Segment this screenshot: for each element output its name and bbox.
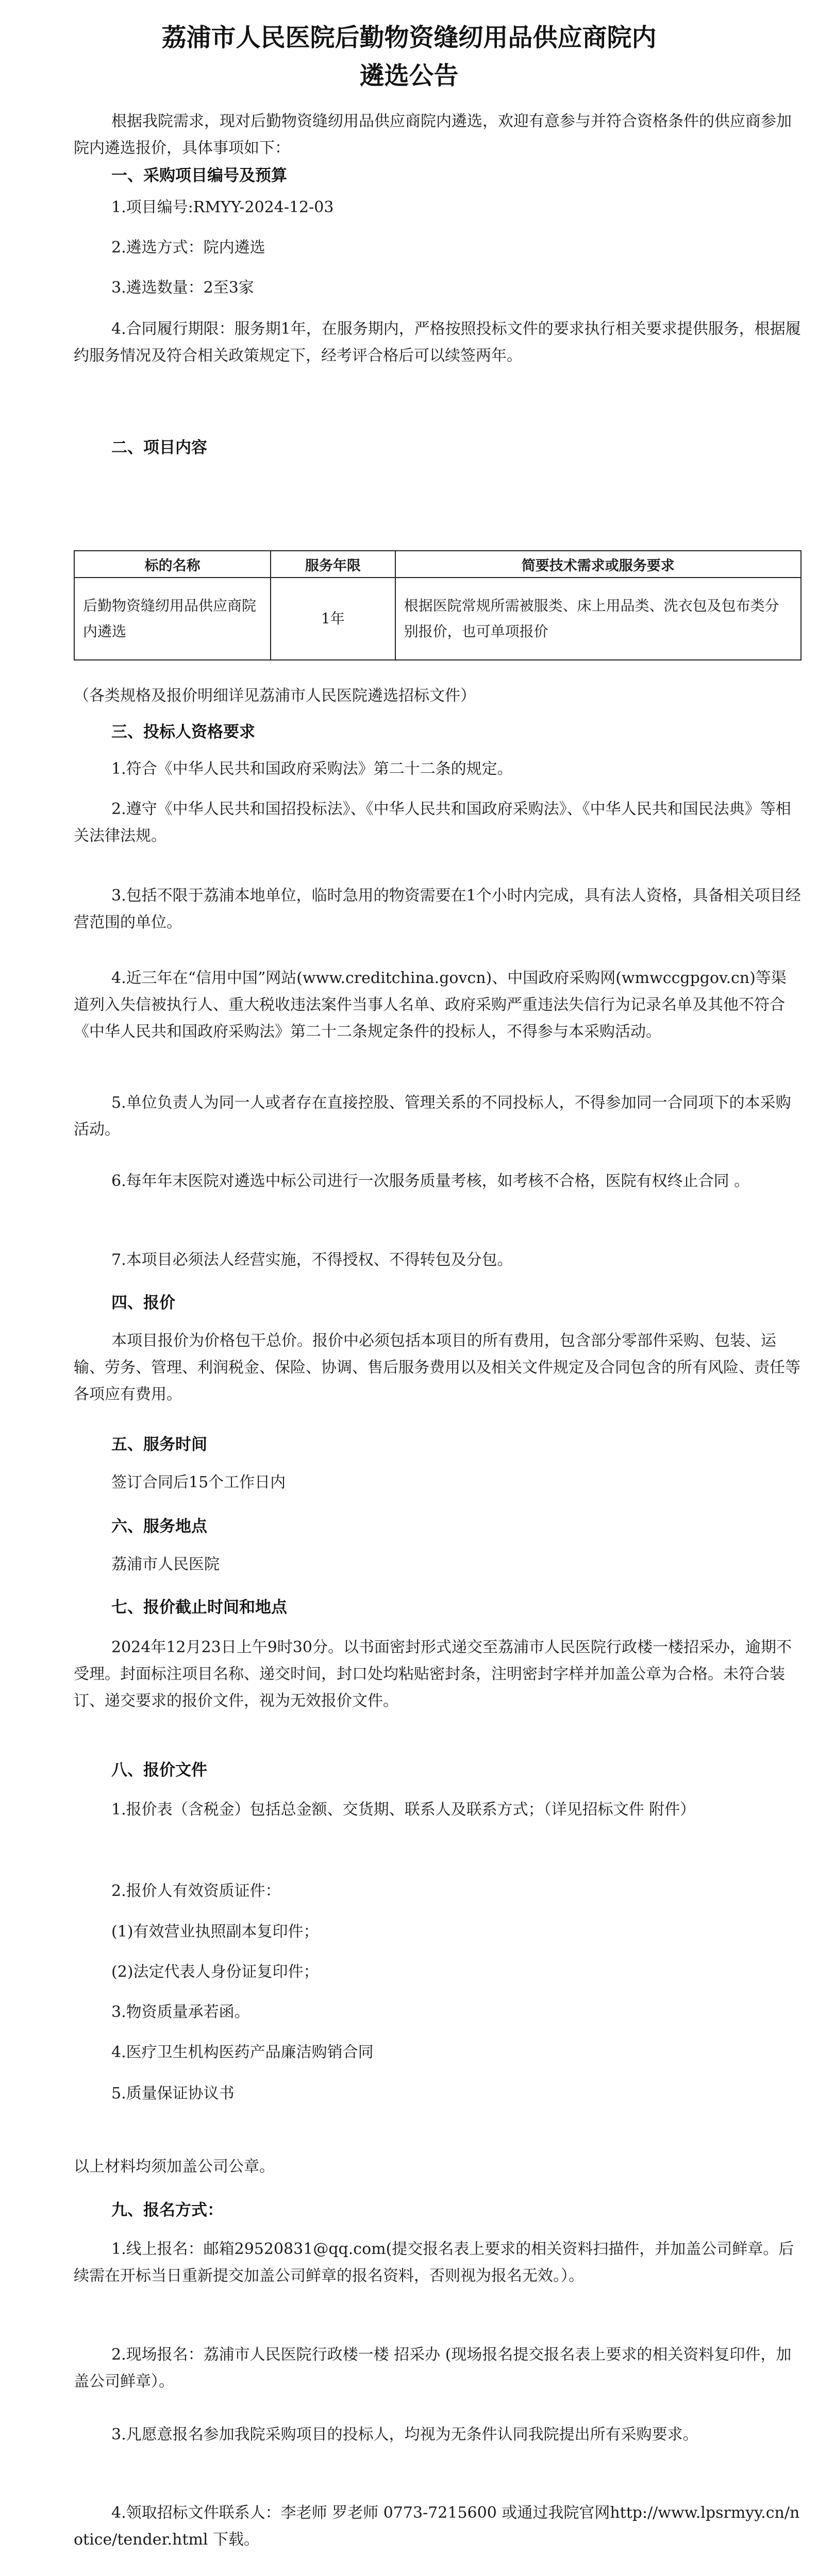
section-9-heading: 九、报名方式：: [111, 2201, 223, 2219]
sec6-text: 荔浦市人民医院: [111, 1555, 220, 1573]
sec8-item-4: (2)法定代表人身份证复印件；: [111, 1963, 319, 1981]
table-row: [74, 578, 801, 660]
sec7-text: 2024年12月23日上午9时30分。以书面密封形式递交至荔浦市人民医院行政楼一楼招采办，逾期不受理。封面标注项目名称、递交时间，封口处均粘贴密封条，注明密封字样并加盖公章为合格。未符合装订、递交要求的报价文件，视为无效报价文件。: [74, 1638, 792, 1710]
section-4-heading: 四、报价: [111, 1294, 175, 1312]
sec1-item-1: 1.项目编号:RMYY-2024-12-03: [111, 198, 334, 216]
sec3-item-1: 1.符合《中华人民共和国政府采购法》第二十二条的规定。: [111, 760, 513, 778]
table-cell: 根据医院常规所需被服类、床上用品类、洗衣包及包布类分别报价，也可单项报价: [395, 578, 801, 660]
section-8-heading: 八、报价文件: [111, 1761, 207, 1780]
sec4-text: 本项目报价为价格包干总价。报价中必须包括本项目的所有费用，包含部分零部件采购、包装、运输、劳务、管理、利润税金、保险、协调、售后服务费用以及相关文件规定及合同包含的所有风险、责任等各项应有费用。: [74, 1332, 800, 1403]
sec8-footer: 以上材料均须加盖公司公章。: [74, 2158, 275, 2176]
sec1-item-2: 2.遴选方式：院内遴选: [111, 239, 265, 257]
sec9-item-3: 3.凡愿意报名参加我院采购项目的投标人，均视为无条件认同我院提出所有采购要求。: [111, 2426, 698, 2444]
sec3-item-3: 3.包括不限于荔浦本地单位，临时急用的物资需要在1个小时内完成，具有法人资格，具备相关项目经营范围的单位。: [74, 887, 801, 931]
sec9-item-2: 2.现场报名：荔浦市人民医院行政楼一楼 招采办 (现场报名提交报名表上要求的相关资料复印件，加盖公司鲜章）。: [74, 2346, 792, 2391]
project-content-table: [74, 550, 802, 660]
sec8-item-3: (1)有效营业执照副本复印件；: [111, 1923, 319, 1941]
sec3-item-4: 4.近三年在“信用中国”网站(www.creditchina.govcn)、中国政府采购网(wmwccgpgov.cn)等渠道列入失信被执行人、重大税收违法案件当事人名单、政府采购严重违法失信行为记录名单及其他不符合《中华人民共和国政府采购法》第二十二条规定条件的投标人，不得参与本采购活动。: [74, 969, 787, 1041]
section-7-heading: 七、报价截止时间和地点: [111, 1598, 287, 1617]
sec8-item-7: 5.质量保证协议书: [111, 2084, 235, 2103]
sec3-item-5: 5.单位负责人为同一人或者存在直接控股、管理关系的不同投标人，不得参加同一合同项下的本采购活动。: [74, 1094, 791, 1139]
sec9-item-1: 1.线上报名：邮箱29520831@qq.com(提交报名表上要求的相关资料扫描件，并加盖公司鲜章。后续需在开标当日重新提交加盖公司鲜章的报名资料，否则视为报名无效。）。: [74, 2240, 794, 2285]
table-header-cell: 服务年限: [271, 551, 395, 578]
sec8-item-6: 4.医疗卫生机构医药产品廉洁购销合同: [111, 2043, 374, 2061]
intro-paragraph: 根据我院需求，现对后勤物资缝纫用品供应商院内遴选，欢迎有意参与并符合资格条件的供应商参加院内遴选报价，具体事项如下：: [74, 112, 792, 157]
table-header-cell: 简要技术需求或服务要求: [395, 551, 801, 578]
section-2-heading: 二、项目内容: [111, 438, 207, 457]
sec1-item-4: 4.合同履行期限：服务期1年，在服务期内，严格按照投标文件的要求执行相关要求提供服务，根据履约服务情况及符合相关政策规定下，经考评合格后可以续签两年。: [74, 320, 801, 365]
sec9-item-4: 4.领取招标文件联系人：李老师 罗老师 0773-7215600 或通过我院官网http://www.lpsrmyy.cn/notice/tender.html 下载。: [74, 2504, 800, 2549]
sec8-item-5: 3.物资质量承若函。: [111, 2003, 250, 2021]
document-title-line-1: 荔浦市人民医院后勤物资缝纫用品供应商院内: [161, 23, 657, 52]
table-cell: 后勤物资缝纫用品供应商院内遴选: [74, 578, 271, 660]
sec8-item-1: 1.报价表（含税金）包括总金额、交货期、联系人及联系方式；（详见招标文件 附件）: [111, 1801, 696, 1819]
section-1-heading: 一、采购项目编号及预算: [111, 166, 287, 185]
sec3-item-2: 2.遵守《中华人民共和国招投标法》、《中华人民共和国政府采购法》、《中华人民共和国民法典》等相关法律法规。: [74, 800, 791, 845]
sec3-item-6: 6.每年年末医院对遴选中标公司进行一次服务质量考核，如考核不合格，医院有权终止合同 。: [111, 1172, 750, 1190]
section-6-heading: 六、服务地点: [111, 1517, 207, 1536]
table-cell: 1年: [271, 578, 395, 660]
table-header-cell: 标的名称: [74, 551, 271, 578]
section-3-heading: 三、投标人资格要求: [111, 723, 255, 741]
sec2-note: （各类规格及报价明细详见荔浦市人民医院遴选招标文件）: [74, 687, 476, 705]
sec8-item-2: 2.报价人有效资质证件：: [111, 1882, 281, 1900]
section-5-heading: 五、服务时间: [111, 1435, 207, 1454]
sec3-item-7: 7.本项目必须法人经营实施，不得授权、不得转包及分包。: [111, 1251, 513, 1269]
sec5-text: 签订合同后15个工作日内: [111, 1473, 286, 1492]
sec1-item-3: 3.遴选数量：2至3家: [111, 279, 254, 297]
table-header-row: [74, 551, 801, 578]
document-title-line-2: 遴选公告: [359, 61, 459, 90]
